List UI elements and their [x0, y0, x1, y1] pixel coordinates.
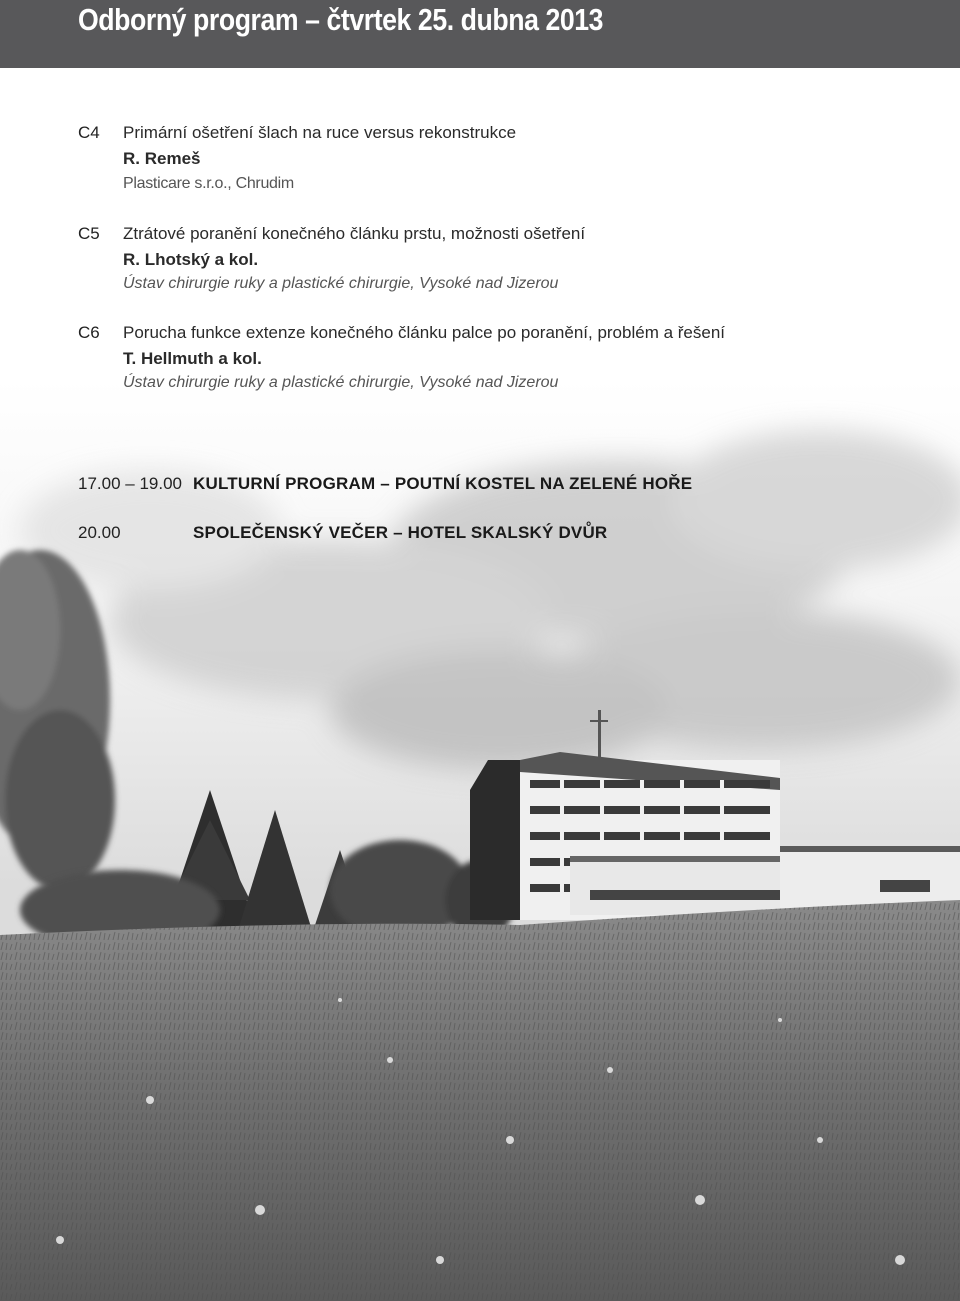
talk-affiliation: Plasticare s.r.o., Chrudim [123, 175, 294, 192]
program-time: 20.00 [78, 523, 121, 542]
talk-code: C6 [78, 323, 100, 342]
talk-authors: R. Remeš [123, 149, 201, 168]
talk-affiliation: Ústav chirurgie ruky a plastické chirurgie, Vysoké nad Jizerou [123, 374, 559, 391]
talk-code: C4 [78, 123, 100, 142]
talk-authors: T. Hellmuth a kol. [123, 349, 262, 368]
talk-affiliation: Ústav chirurgie ruky a plastické chirurgie, Vysoké nad Jizerou [123, 275, 559, 292]
program-time: 17.00 – 19.00 [78, 474, 182, 493]
talk-code: C5 [78, 224, 100, 243]
page-title: Odborný program – čtvrtek 25. dubna 2013 [78, 2, 604, 37]
page-header [0, 0, 960, 68]
program-title: KULTURNÍ PROGRAM – POUTNÍ KOSTEL NA ZELENÉ HOŘE [193, 474, 693, 493]
talk-title: Porucha funkce extenze konečného článku palce po poranění, problém a řešení [123, 323, 726, 342]
talk-title: Primární ošetření šlach na ruce versus rekonstrukce [123, 123, 517, 142]
hotel-landscape-photo [0, 380, 960, 1301]
talk-title: Ztrátové poranění konečného článku prstu, možnosti ošetření [123, 224, 586, 243]
talk-authors: R. Lhotský a kol. [123, 250, 259, 269]
program-title: SPOLEČENSKÝ VEČER – HOTEL SKALSKÝ DVŮR [193, 523, 608, 542]
